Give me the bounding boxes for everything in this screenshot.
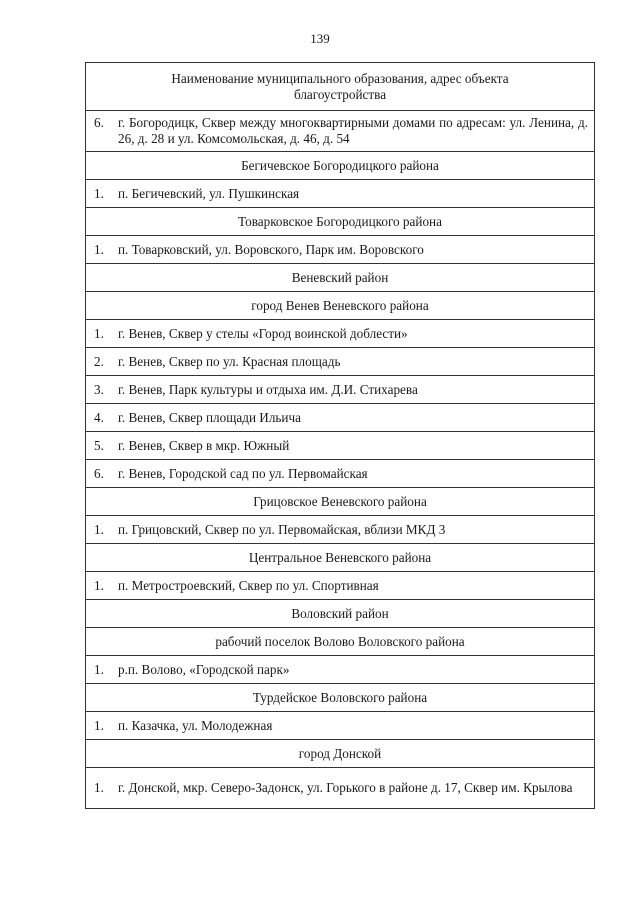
section-row	[86, 600, 595, 628]
section-cell	[86, 292, 595, 320]
item-number: 6.	[94, 465, 104, 481]
item-cell	[86, 348, 595, 376]
item-address: г. Венев, Парк культуры и отдыха им. Д.И. Стихарева	[118, 381, 418, 397]
item-cell	[86, 572, 595, 600]
section-title: город Донской	[298, 745, 382, 761]
table-row	[86, 656, 595, 684]
item-content	[86, 186, 594, 202]
item-address: г. Венев, Сквер площади Ильича	[118, 409, 301, 425]
item-cell	[86, 404, 595, 432]
item-content	[86, 718, 594, 734]
item-content	[86, 522, 594, 538]
table-row	[86, 712, 595, 740]
table-row	[86, 460, 595, 488]
item-address: п. Казачка, ул. Молодежная	[118, 717, 273, 733]
table-header-text: Наименование муниципального образования, адрес объекта благоустройства	[171, 70, 509, 102]
table-row	[86, 180, 595, 208]
table-row	[86, 404, 595, 432]
section-row	[86, 208, 595, 236]
item-number: 1.	[94, 325, 104, 341]
item-cell	[86, 376, 595, 404]
section-cell	[86, 684, 595, 712]
table-row	[86, 768, 595, 809]
section-cell	[86, 264, 595, 292]
section-title: Турдейское Воловского района	[252, 689, 428, 705]
item-address: г. Венев, Городской сад по ул. Первомайская	[118, 465, 368, 481]
page-number: 139	[310, 31, 330, 46]
section-title: город Венев Веневского района	[251, 297, 429, 313]
item-address: п. Грицовский, Сквер по ул. Первомайская, вблизи МКД 3	[118, 521, 446, 537]
section-cell	[86, 208, 595, 236]
objects-table	[85, 62, 595, 809]
section-row	[86, 152, 595, 180]
item-number: 1.	[94, 241, 104, 257]
item-number: 1.	[94, 780, 104, 795]
item-content	[86, 242, 594, 258]
table-row	[86, 572, 595, 600]
item-content	[86, 780, 594, 796]
section-row	[86, 264, 595, 292]
section-title: Грицовское Веневского района	[253, 493, 427, 509]
section-cell	[86, 488, 595, 516]
item-cell	[86, 111, 595, 152]
section-cell	[86, 152, 595, 180]
item-cell	[86, 236, 595, 264]
item-cell	[86, 516, 595, 544]
item-address: г. Богородицк, Сквер между многоквартирными домами по адресам: ул. Ленина, д. 26, д. 28 и ул. Комсомольская, д. 46, д. 54	[118, 115, 588, 146]
item-content	[86, 438, 594, 454]
section-title: рабочий поселок Волово Воловского района	[215, 633, 465, 649]
section-title: Товарковское Богородицкого района	[238, 213, 442, 229]
item-content	[86, 578, 594, 594]
item-address: г. Донской, мкр. Северо-Задонск, ул. Горького в районе д. 17, Сквер им. Крылова	[118, 780, 573, 795]
item-content	[86, 662, 594, 678]
item-content	[86, 466, 594, 482]
item-number: 1.	[94, 577, 104, 593]
item-address: п. Метростроевский, Сквер по ул. Спортивная	[118, 577, 379, 593]
section-title: Бегичевское Богородицкого района	[241, 157, 439, 173]
table-body	[86, 63, 595, 809]
item-content	[86, 410, 594, 426]
section-cell	[86, 600, 595, 628]
item-number: 4.	[94, 409, 104, 425]
item-cell	[86, 460, 595, 488]
table-row	[86, 516, 595, 544]
section-cell	[86, 740, 595, 768]
table-row	[86, 432, 595, 460]
table-row	[86, 348, 595, 376]
item-address: р.п. Волово, «Городской парк»	[118, 661, 290, 677]
table-header-cell	[86, 63, 595, 111]
item-cell	[86, 768, 595, 809]
item-number: 5.	[94, 437, 104, 453]
section-row	[86, 488, 595, 516]
item-number: 2.	[94, 353, 104, 369]
section-cell	[86, 544, 595, 572]
section-title: Веневский район	[291, 269, 389, 285]
item-cell	[86, 432, 595, 460]
section-row	[86, 628, 595, 656]
item-number: 1.	[94, 521, 104, 537]
item-content	[86, 115, 594, 147]
table-header-row	[86, 63, 595, 111]
section-row	[86, 740, 595, 768]
item-number: 6.	[94, 115, 104, 130]
section-row	[86, 292, 595, 320]
item-address: г. Венев, Сквер у стелы «Город воинской доблести»	[118, 325, 408, 341]
section-row	[86, 684, 595, 712]
table-row	[86, 111, 595, 152]
item-content	[86, 326, 594, 342]
item-cell	[86, 656, 595, 684]
item-content	[86, 354, 594, 370]
item-number: 1.	[94, 185, 104, 201]
section-cell	[86, 628, 595, 656]
item-cell	[86, 180, 595, 208]
section-row	[86, 544, 595, 572]
item-address: г. Венев, Сквер в мкр. Южный	[118, 437, 290, 453]
item-address: п. Товарковский, ул. Воровского, Парк им. Воровского	[118, 241, 424, 257]
table-row	[86, 236, 595, 264]
item-content	[86, 382, 594, 398]
table-row	[86, 320, 595, 348]
table-row	[86, 376, 595, 404]
item-number: 1.	[94, 717, 104, 733]
item-address: п. Бегичевский, ул. Пушкинская	[118, 185, 300, 201]
section-title: Центральное Веневского района	[248, 549, 432, 565]
item-address: г. Венев, Сквер по ул. Красная площадь	[118, 353, 341, 369]
item-number: 1.	[94, 661, 104, 677]
item-cell	[86, 320, 595, 348]
item-cell	[86, 712, 595, 740]
item-number: 3.	[94, 381, 104, 397]
section-title: Воловский район	[291, 605, 389, 621]
